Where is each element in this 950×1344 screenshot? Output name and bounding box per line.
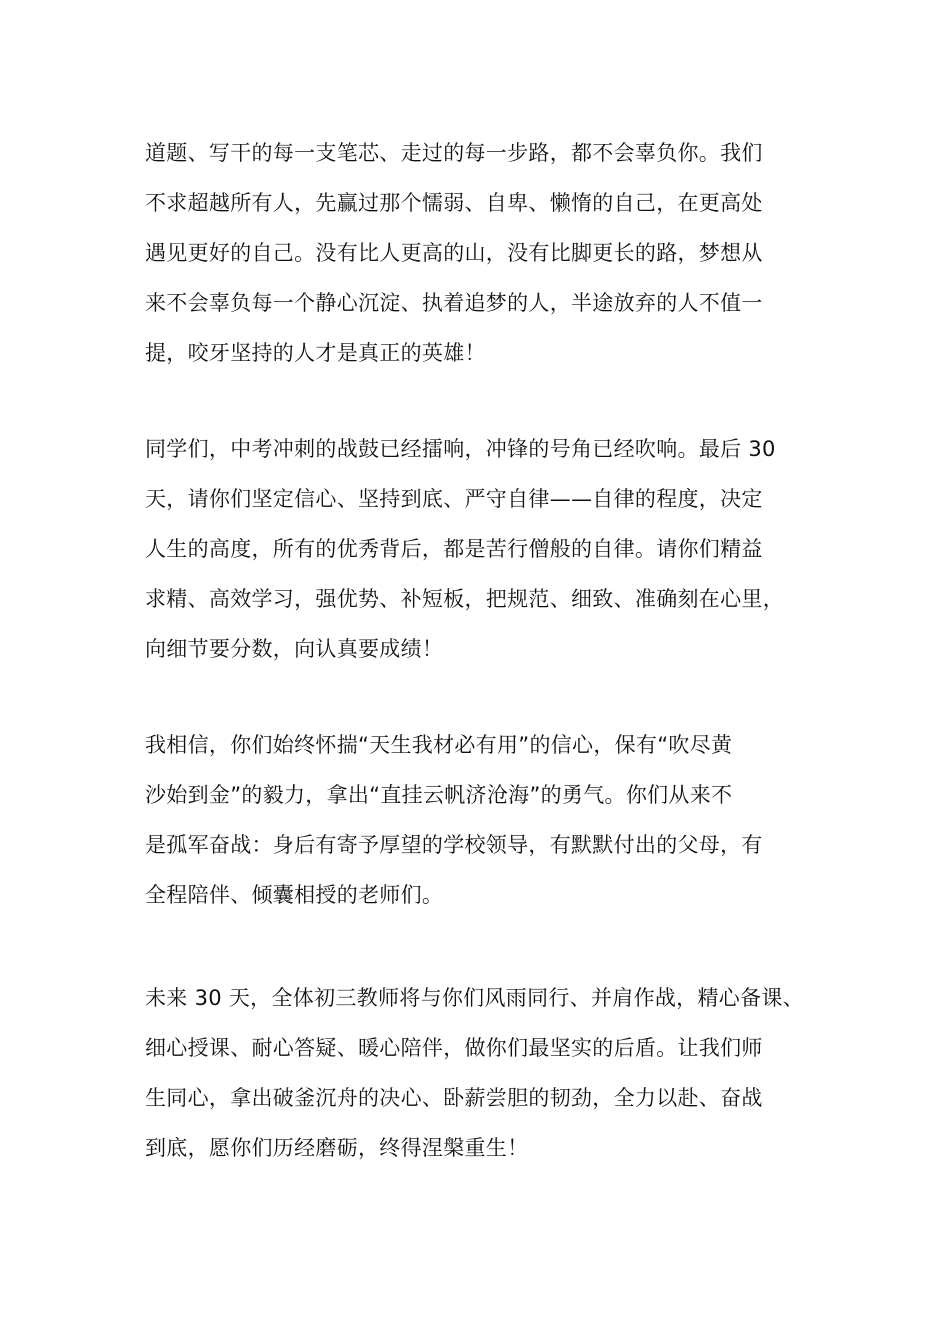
paragraph-1 — [145, 128, 845, 378]
paragraph-2 — [145, 424, 845, 674]
paragraph-line: 向细节要分数，向认真要成绩！ — [145, 637, 444, 661]
paragraph-line: 提，咬牙坚持的人才是真正的英雄！ — [145, 341, 486, 365]
paragraph-line: 同学们，中考冲刺的战鼓已经擂响，冲锋的号角已经吹响。最后 30 — [145, 437, 776, 461]
paragraph-line: 沙始到金”的毅力，拿出“直挂云帆济沧海”的勇气。你们从来不 — [145, 783, 733, 807]
paragraph-line: 生同心，拿出破釜沉舟的决心、卧薪尝胆的韧劲，全力以赴、奋战 — [145, 1086, 763, 1110]
paragraph-line: 是孤军奋战：身后有寄予厚望的学校领导，有默默付出的父母，有 — [145, 833, 763, 857]
paragraph-line: 未来 30 天，全体初三教师将与你们风雨同行、并肩作战，精心备课、 — [145, 986, 804, 1010]
paragraph-4 — [145, 973, 845, 1173]
paragraph-line: 来不会辜负每一个静心沉淀、执着追梦的人，半途放弃的人不值一 — [145, 291, 763, 315]
paragraph-line: 细心授课、耐心答疑、暖心陪伴，做你们最坚实的后盾。让我们师 — [145, 1036, 763, 1060]
paragraph-line: 遇见更好的自己。没有比人更高的山，没有比脚更长的路，梦想从 — [145, 241, 763, 265]
paragraph-line: 不求超越所有人，先赢过那个懦弱、自卑、懒惰的自己，在更高处 — [145, 191, 763, 215]
paragraph-line: 到底，愿你们历经磨砺，终得涅槃重生！ — [145, 1136, 529, 1160]
paragraph-line: 全程陪伴、倾囊相授的老师们。 — [145, 883, 444, 907]
paragraph-3 — [145, 720, 845, 920]
paragraph-line: 我相信，你们始终怀揣“天生我材必有用”的信心，保有“吹尽黄 — [145, 733, 733, 757]
paragraph-line: 道题、写干的每一支笔芯、走过的每一步路，都不会辜负你。我们 — [145, 141, 763, 165]
paragraph-line: 求精、高效学习，强优势、补短板，把规范、细致、准确刻在心里， — [145, 587, 784, 611]
paragraph-line: 天，请你们坚定信心、坚持到底、严守自律——自律的程度，决定 — [145, 487, 763, 511]
paragraph-line: 人生的高度，所有的优秀背后，都是苦行僧般的自律。请你们精益 — [145, 537, 763, 561]
